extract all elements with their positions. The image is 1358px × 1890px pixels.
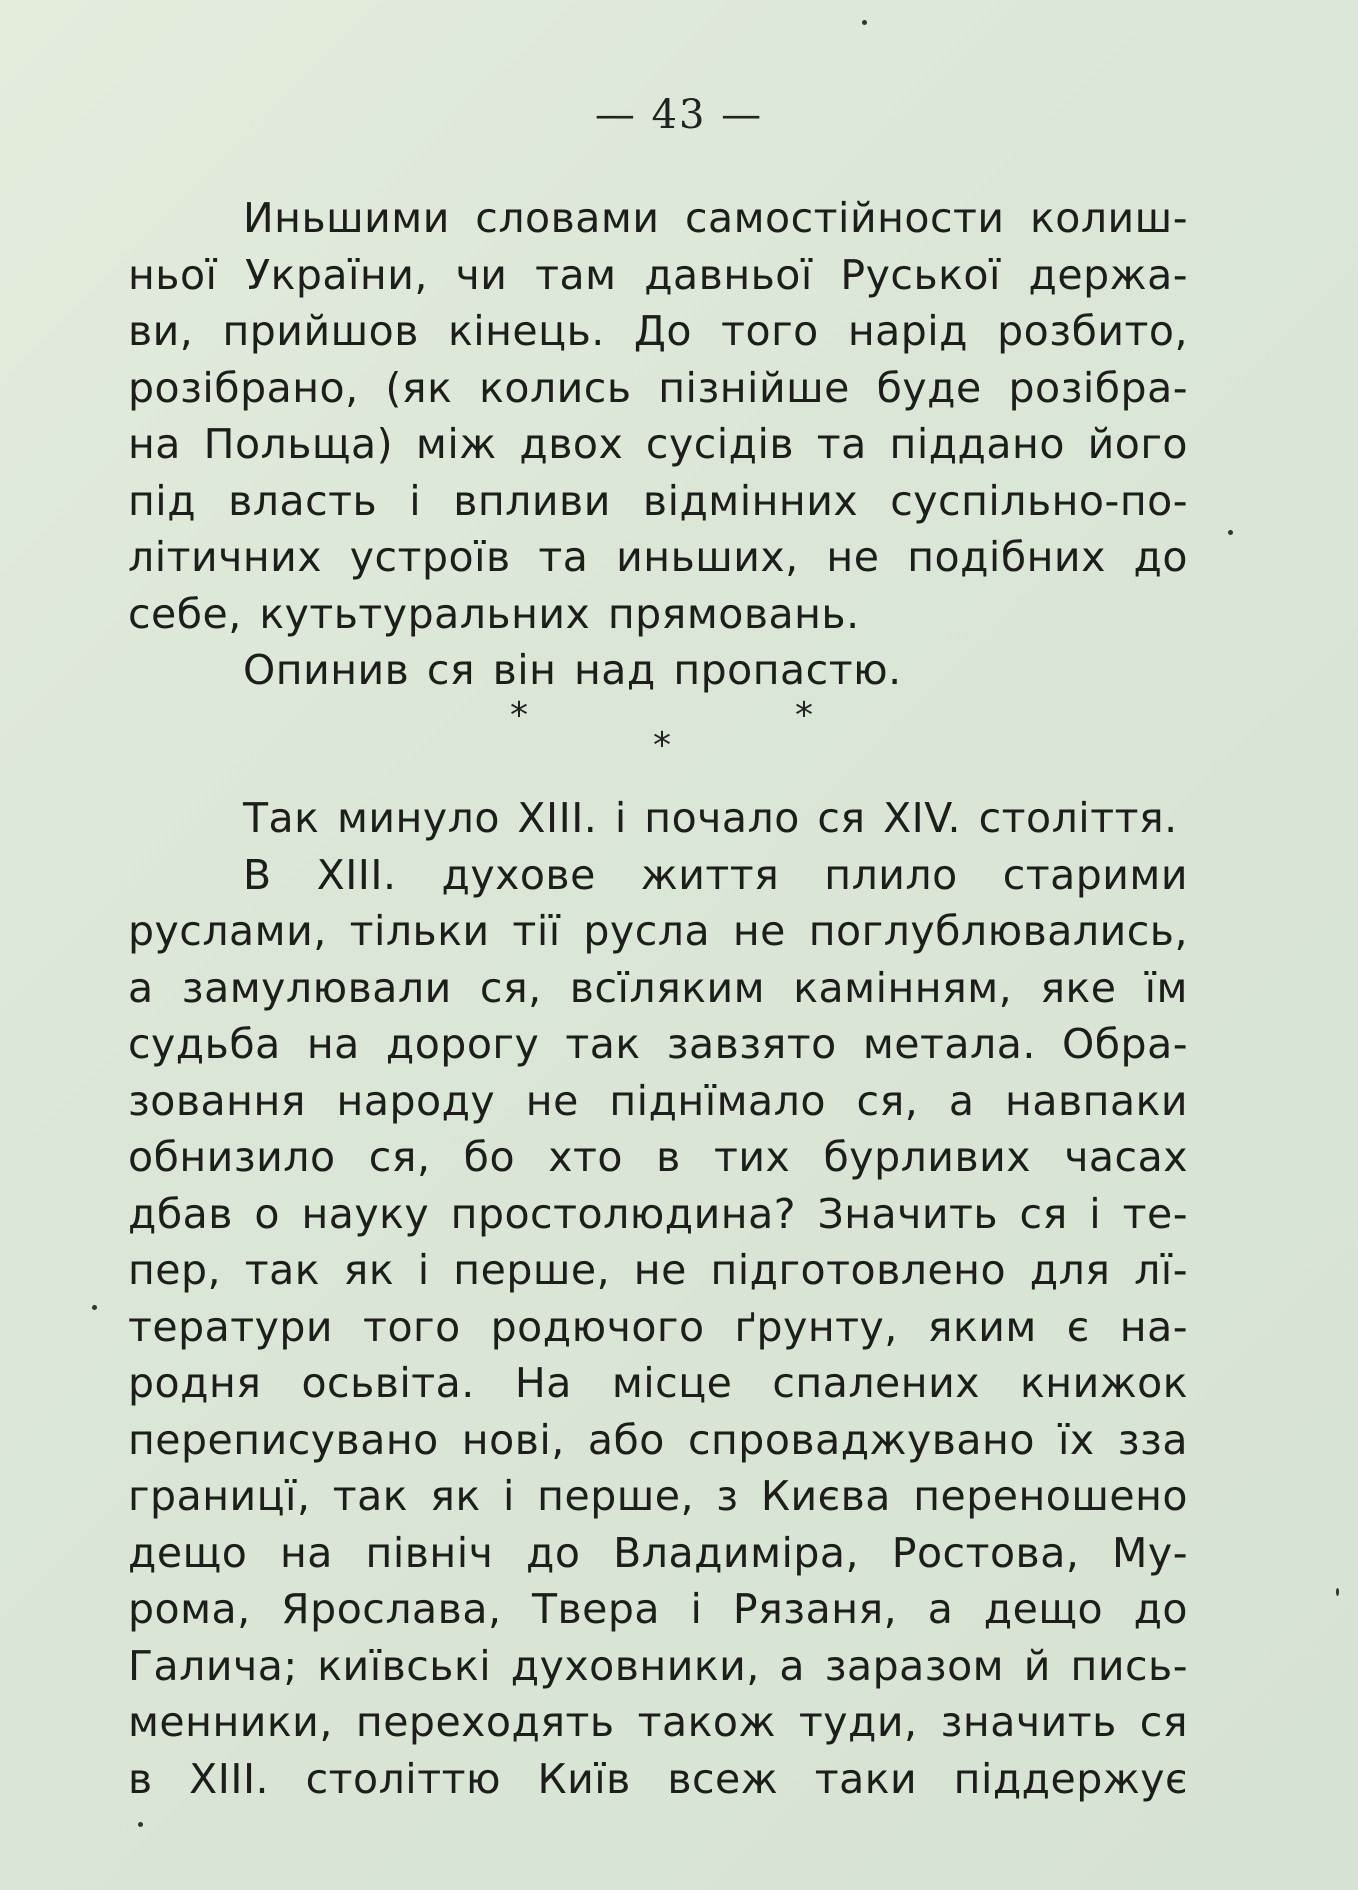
paper-speck: [1336, 1588, 1339, 1596]
asterisk: *: [795, 695, 813, 736]
section-separator: [0, 695, 1358, 765]
text-line: Галича; київські духовники, а заразом й пись-: [128, 1641, 1188, 1690]
text-line: на Польща) між двох сусідів та піддано його: [128, 420, 1188, 468]
paper-speck: [1228, 530, 1233, 535]
text-line: менники, переходять також туди, значить ся: [128, 1698, 1188, 1746]
text-line: ви, прийшов кінець. До того нарід розбито,: [128, 307, 1188, 355]
text-line: судьба на дорогу так завзято метала. Обра-: [128, 1020, 1188, 1068]
text-line: розібрано, (як колись пізнійше буде розібра-: [128, 363, 1188, 412]
text-line: дбав о науку простолюдина? Значить ся і те-: [128, 1189, 1188, 1238]
text-line: пер, так як і перше, не підготовлено для лї-: [128, 1246, 1188, 1294]
text-line: літичних устроїв та иньших, не подібних до: [128, 533, 1188, 581]
text-line: В XIII. духове життя плило старими: [243, 850, 1188, 899]
text-line: під власть і впливи відмінних суспільно-по-: [128, 476, 1188, 525]
text-line: рома, Ярослава, Твера і Рязаня, а дещо до: [128, 1585, 1188, 1633]
asterisk: *: [653, 725, 671, 766]
text-block-top: [128, 190, 1188, 699]
text-line: себе, кутьтуральних прямовань.: [128, 589, 860, 638]
text-line: Иньшими словами самостійности колиш-: [243, 194, 1188, 242]
text-line: руслами, тільки тії русла не поглублювались,: [128, 907, 1188, 955]
text-line: обнизило ся, бо хто в тих бурливих часах: [128, 1133, 1188, 1181]
text-line: Так минуло XIII. і почало ся XIV. століття.: [243, 794, 1178, 842]
paper-speck: [862, 20, 867, 25]
paper-speck: [92, 1305, 97, 1310]
page-number: — 43 —: [594, 92, 764, 138]
text-line: дещо на північ до Владиміра, Ростова, Му-: [128, 1528, 1188, 1577]
text-line: ньої України, чи там давньої Руської держа-: [128, 250, 1188, 299]
text-line: а замулювали ся, всїляким камінням, яке їм: [128, 963, 1188, 1012]
text-block-bottom: [128, 790, 1188, 1807]
paper-speck: [138, 1822, 143, 1827]
text-line: зовання народу не піднїмало ся, а навпаки: [128, 1076, 1188, 1125]
text-line: в XIII. століттю Київ всеж таки піддержує: [128, 1754, 1188, 1803]
text-line: тератури того родючого ґрунту, яким є на-: [128, 1302, 1188, 1351]
text-line: переписувано нові, або спроваджувано їх зза: [128, 1415, 1188, 1464]
text-line: границї, так як і перше, з Києва переношено: [128, 1472, 1188, 1520]
text-line: родня осьвіта. На місце спалених книжок: [128, 1359, 1188, 1407]
text-line: Опинив ся він над пропастю.: [243, 646, 902, 694]
asterisk: *: [510, 695, 528, 736]
